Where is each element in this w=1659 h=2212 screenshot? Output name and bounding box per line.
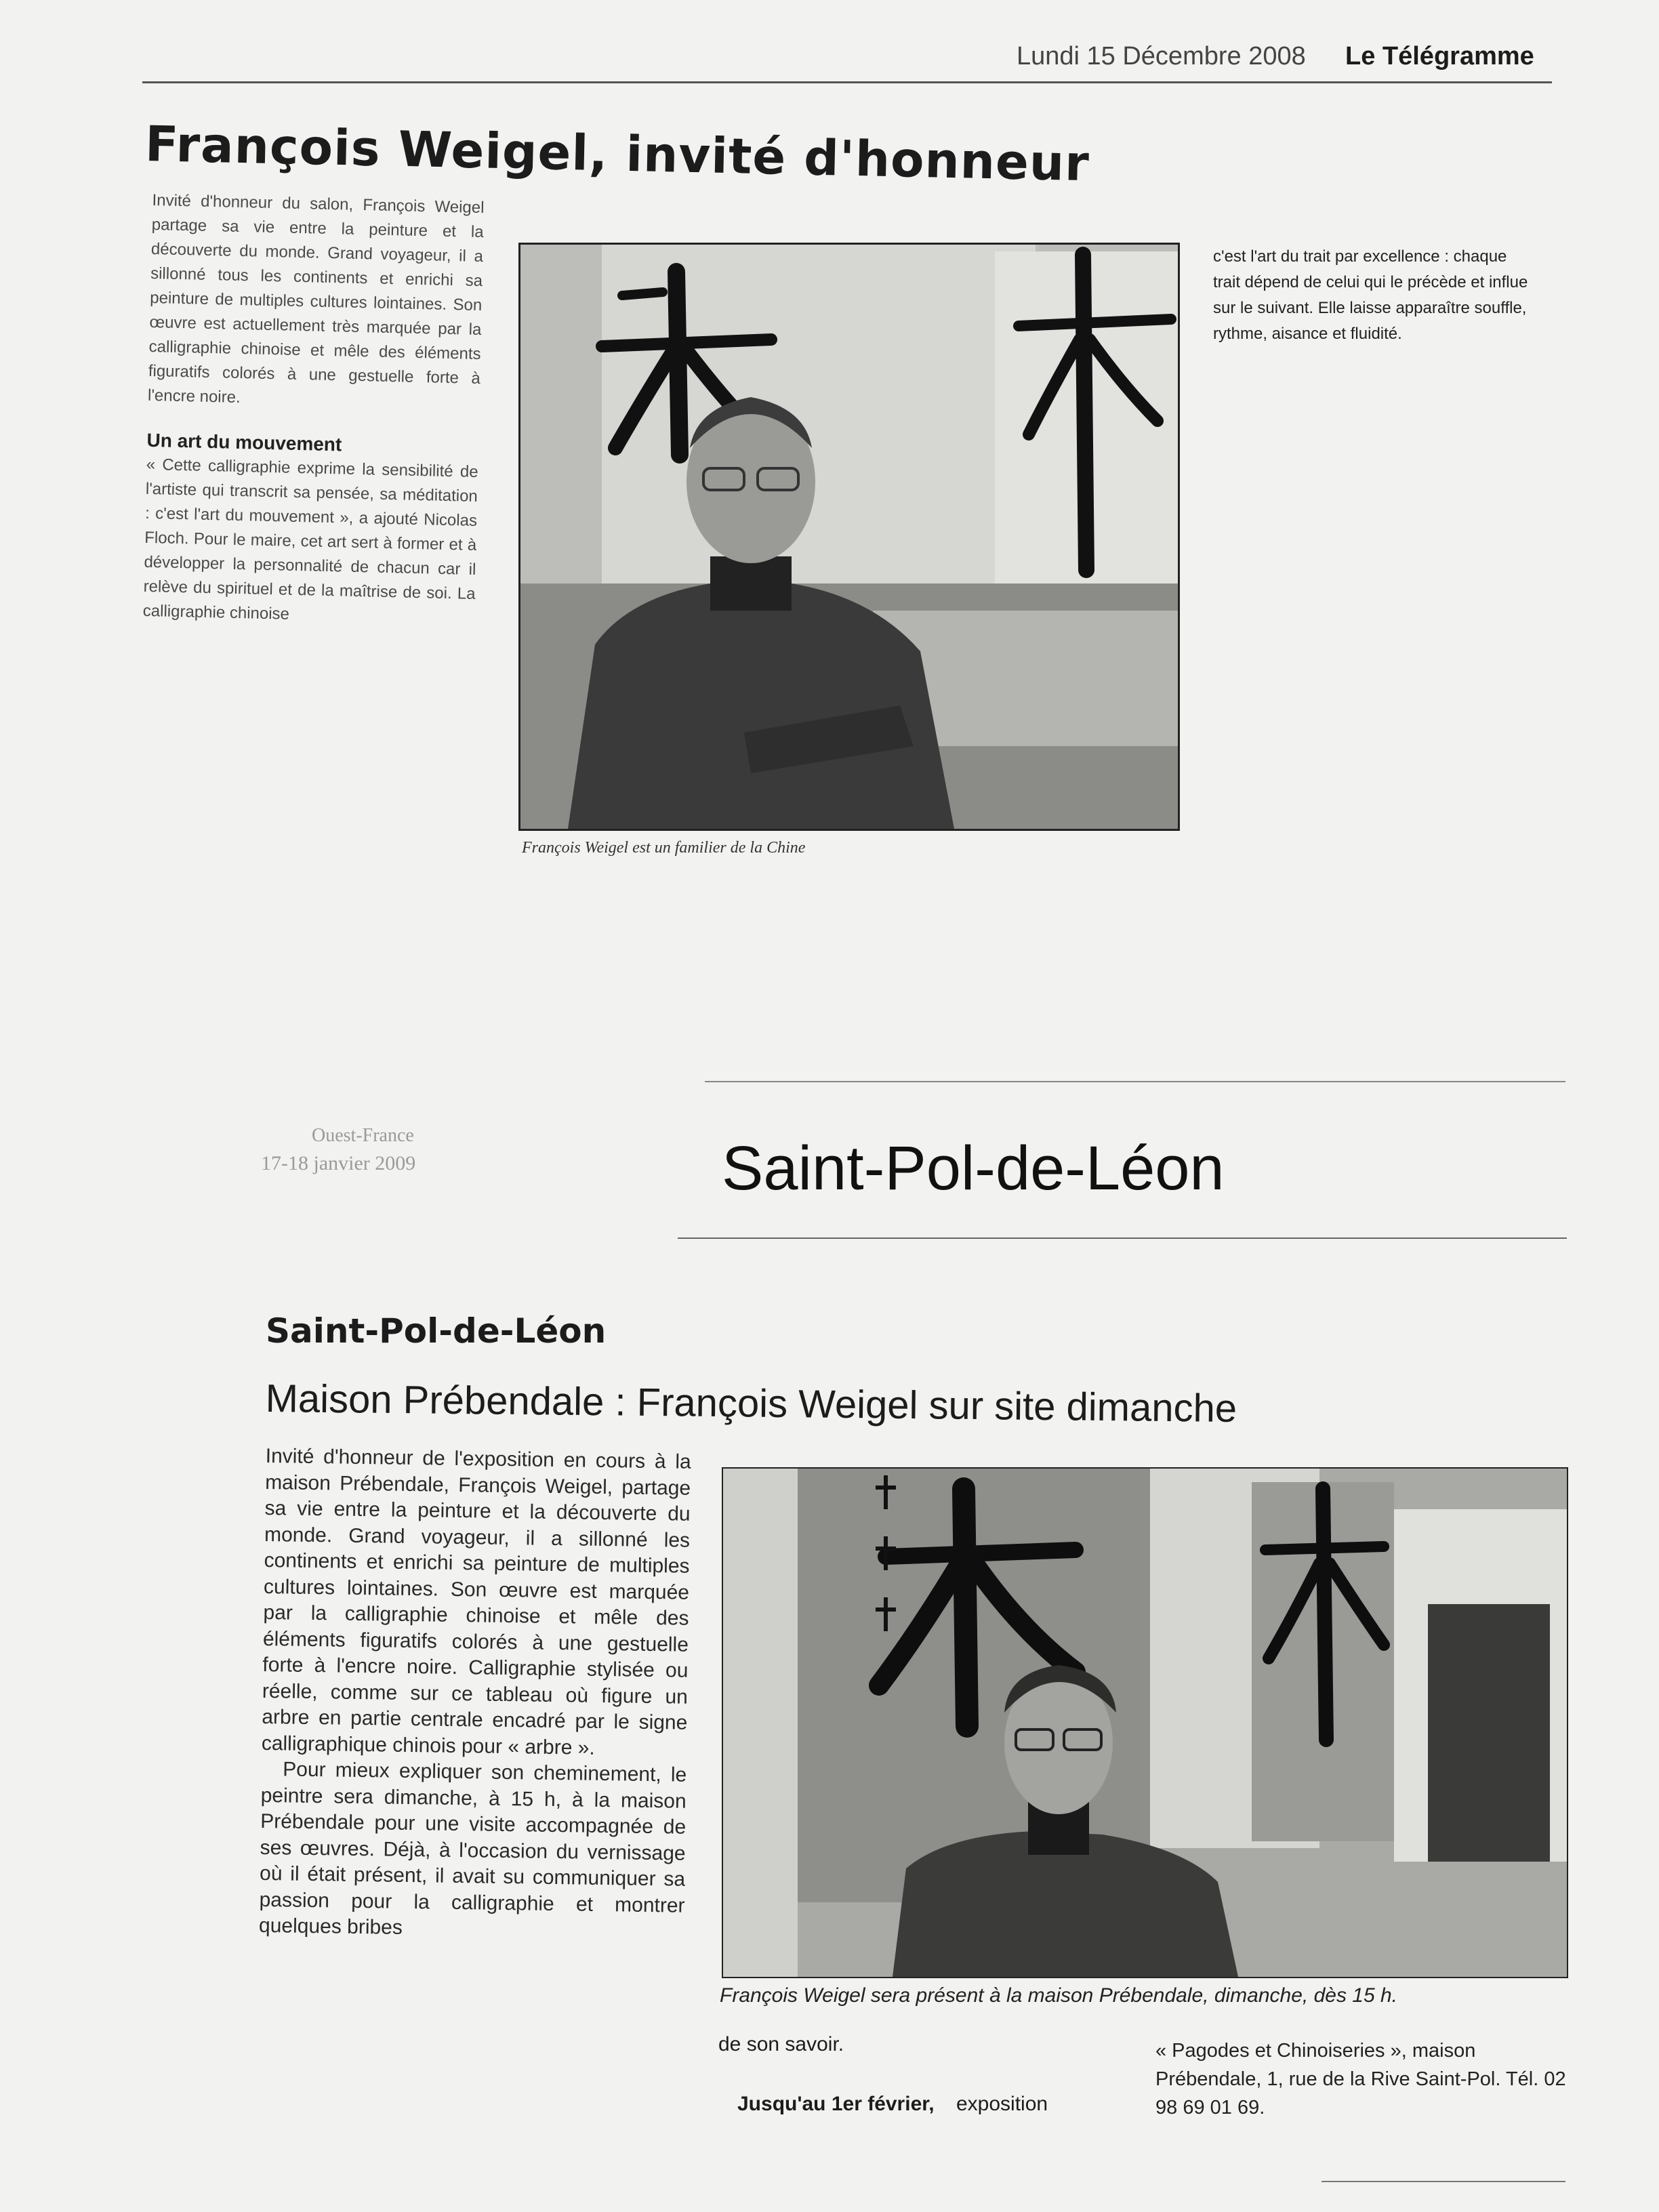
- clip2-left-column: [259, 1443, 691, 1945]
- clip2-middle-line-1: de son savoir.: [718, 2033, 844, 2055]
- clip2-kicker: Saint-Pol-de-Léon: [266, 1311, 607, 1351]
- clip2-photo-image: [723, 1469, 1567, 1977]
- clip1-photo-caption: François Weigel est un familier de la Chine: [522, 839, 806, 857]
- clip2-source-date: 17-18 janvier 2009: [261, 1152, 416, 1174]
- clip2-headline-text: Maison Prébendale : François Weigel sur site dimanche: [265, 1376, 1237, 1431]
- clip2-bottom-rule: [1322, 2181, 1565, 2182]
- clip1-photo: [518, 243, 1180, 831]
- clip1-photo-image: [520, 245, 1178, 829]
- clip1-top-rule: [142, 81, 1552, 83]
- clip2-source: Ouest-France: [312, 1125, 414, 1146]
- clip1-paragraph-1: Invité d'honneur du salon, François Weigel partage sa vie entre la peinture et la découverte du monde. Grand voyageur, il a sillonné tous les continents et enrichi sa peinture de multiples cultures lointaines. Son œuvre est actuellement très marquée par la calligraphie chinoise et mêle des éléments figuratifs colorés à une gestuelle forte à l'encre noire.: [147, 190, 485, 407]
- clip2-top-rule: [705, 1081, 1565, 1082]
- clip1-right-column: c'est l'art du trait par excellence : chaque trait dépend de celui qui le précède et influe sur le suivant. Elle laisse apparaître souffle, rythme, aisance et fluidité.: [1213, 247, 1528, 343]
- clip1-paper-name: Le Télégramme: [1345, 42, 1534, 70]
- clip2-expo-word: exposition: [956, 2093, 1048, 2115]
- clip1-date: Lundi 15 Décembre 2008: [1017, 42, 1306, 70]
- clip2-banner-rule: [678, 1237, 1567, 1239]
- clip2-headline: [265, 1376, 1237, 1431]
- clip2-right-column: « Pagodes et Chinoiseries », maison Prébendale, 1, rue de la Rive Saint-Pol. Tél. 02 98 69 01 69.: [1155, 2040, 1566, 2118]
- clip2-paragraph-2: Pour mieux expliquer son cheminement, le peintre sera dimanche, à 15 h, à la maison Prébendale pour une visite accompagnée de ses œuvres. Déjà, à l'occasion du vernissage où il était présent, il avait su communiquer sa passion pour la calligraphie et montrer quelques bribes: [258, 1758, 687, 1939]
- clip1-paragraph-2: « Cette calligraphie exprime la sensibilité de l'artiste qui transcrit sa pensée, sa méditation : c'est l'art du mouvement », a ajouté Nicolas Floch. Pour le maire, cet art sert à former et à développer la personnalité de chacun car il relève du spirituel et de la maîtrise de soi. La calligraphie chinoise: [142, 455, 478, 623]
- clip2-paragraph-1: Invité d'honneur de l'exposition en cours à la maison Prébendale, François Weigel, partage sa vie entre la peinture et la découverte du monde. Grand voyageur, il a sillonné les continents et enrichi sa peinture de multiples cultures lointaines. Son œuvre est marquée par la calligraphie chinoise et mêle des éléments figuratifs colorés à une gestuelle forte à l'encre noire. Calligraphie stylisée ou réelle, comme sur ce tableau où figure un arbre en partie centrale encadré par le signe calligraphique chinois pour « arbre ».: [261, 1444, 691, 1759]
- clip2-town-banner: Saint-Pol-de-Léon: [722, 1134, 1225, 1203]
- clip2-photo-caption: François Weigel sera présent à la maison Prébendale, dimanche, dès 15 h.: [720, 1984, 1398, 2007]
- clip1-left-column: [142, 188, 484, 631]
- clip1-subhead: Un art du mouvement: [146, 429, 342, 455]
- clip2-middle-line-2: [737, 2093, 1048, 2116]
- clip2-until-date: Jusqu'au 1er février,: [737, 2093, 935, 2115]
- clip2-photo: [722, 1467, 1568, 1978]
- clip1-headline: François Weigel, invité d'honneur: [144, 115, 1090, 192]
